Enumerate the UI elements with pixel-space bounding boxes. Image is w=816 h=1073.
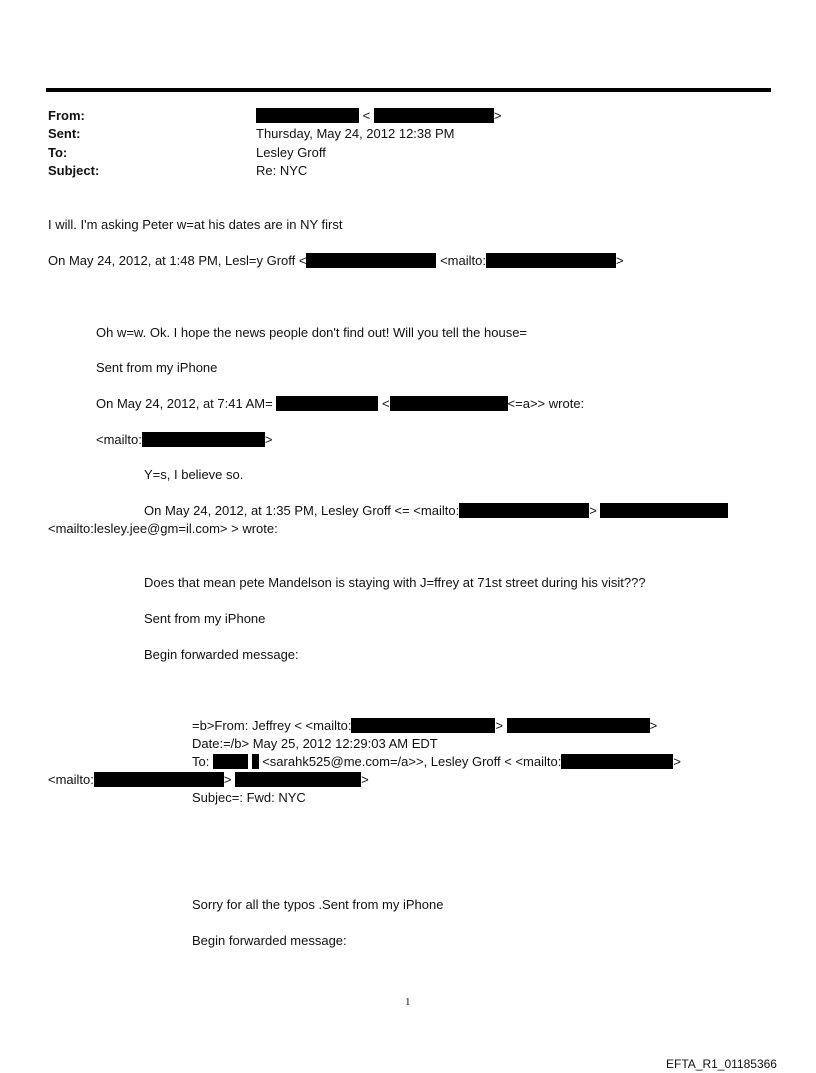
subject-value: Re: NYC	[256, 163, 308, 178]
redaction-block	[213, 754, 248, 769]
redaction-block	[94, 772, 224, 787]
fwd-to-label: To:	[192, 754, 210, 769]
bracket-text: >	[673, 754, 681, 769]
fwd-date-line: Date:=/b> May 25, 2012 12:29:03 AM EDT	[192, 736, 438, 751]
bracket-text: >	[615, 253, 624, 268]
sent-label: Sent:	[48, 126, 81, 141]
redaction-block	[306, 253, 436, 268]
bracket-text: >	[223, 772, 232, 787]
redaction-block	[600, 503, 728, 518]
redaction-block	[561, 754, 673, 769]
bracket-text: >	[264, 432, 273, 447]
body-line: Y=s, I believe so.	[144, 467, 244, 482]
body-line: Sorry for all the typos .Sent from my iPhone	[192, 897, 444, 912]
forwarded-label: Begin forwarded message:	[192, 933, 347, 948]
fwd-from-line	[192, 718, 657, 733]
quote-header-text: On May 24, 2012, at 1:48 PM, Lesl=y Groff <	[48, 253, 307, 268]
fwd-to-line	[192, 754, 681, 769]
redaction-block	[459, 503, 589, 518]
from-value	[256, 108, 501, 123]
from-label: From:	[48, 108, 85, 123]
bracket-text: <	[381, 396, 390, 411]
redaction-block	[276, 396, 378, 411]
fwd-from-text: =b>From: Jeffrey < <mailto:	[192, 718, 352, 733]
quote-header-text: On May 24, 2012, at 1:35 PM, Lesley Groff <= <mailto:	[144, 503, 460, 518]
redaction-block	[256, 108, 359, 123]
signature-line: Sent from my iPhone	[96, 360, 218, 375]
bracket-text: >	[649, 718, 658, 733]
forwarded-label: Begin forwarded message:	[144, 647, 299, 662]
redaction-block	[235, 772, 361, 787]
fwd-mailto-line	[48, 772, 369, 787]
redaction-block	[252, 754, 259, 769]
bracket-text: >	[361, 772, 369, 787]
bracket-text: >	[495, 718, 504, 733]
header-rule	[46, 88, 771, 92]
bracket-text: >	[589, 503, 597, 518]
page-number: 1	[405, 996, 411, 1008]
to-value: Lesley Groff	[256, 145, 326, 160]
quote-header-line	[48, 253, 624, 268]
redaction-block	[374, 108, 494, 123]
body-line: Oh w=w. Ok. I hope the news people don't find out! Will you tell the house=	[96, 325, 528, 340]
fwd-to-text: <sarahk525@me.com=/a>>, Lesley Groff < <mailto:	[262, 754, 562, 769]
body-line: Does that mean pete Mandelson is staying with J=ffrey at 71st street during his visit???	[144, 575, 646, 590]
quote-header-text: On May 24, 2012, at 7:41 AM=	[96, 396, 273, 411]
mailto-text: <mailto:	[440, 253, 486, 268]
sent-value: Thursday, May 24, 2012 12:38 PM	[256, 126, 455, 141]
redaction-block	[351, 718, 495, 733]
mailto-text: <mailto:	[48, 772, 94, 787]
quote-header-line	[96, 396, 584, 411]
fwd-subject-line: Subjec=: Fwd: NYC	[192, 790, 306, 805]
to-label: To:	[48, 145, 68, 160]
redaction-block	[507, 718, 650, 733]
wrote-text: <=a>> wrote:	[507, 396, 585, 411]
redaction-block	[142, 432, 265, 447]
quote-header-line	[144, 503, 728, 518]
mailto-line	[96, 432, 272, 447]
redaction-block	[390, 396, 508, 411]
from-gt: >	[493, 108, 502, 123]
from-lt: <	[362, 108, 371, 123]
signature-line: Sent from my iPhone	[144, 611, 266, 626]
mailto-line: <mailto:lesley.jee@gm=il.com> > wrote:	[48, 521, 278, 536]
mailto-text: <mailto:	[96, 432, 142, 447]
redaction-block	[486, 253, 616, 268]
document-id: EFTA_R1_01185366	[666, 1057, 777, 1071]
body-line: I will. I'm asking Peter w=at his dates are in NY first	[48, 217, 343, 232]
subject-label: Subject:	[48, 163, 100, 178]
